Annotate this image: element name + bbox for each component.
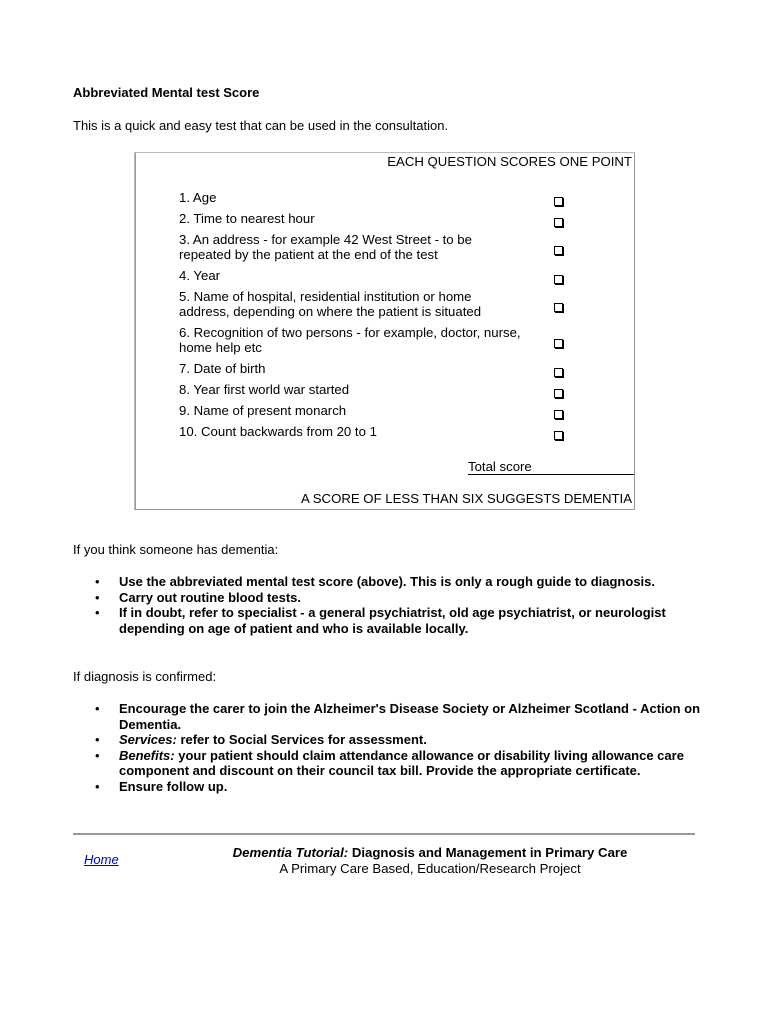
question-7-checkbox[interactable] <box>554 368 563 377</box>
page-title: Abbreviated Mental test Score <box>73 85 260 100</box>
question-8-checkbox[interactable] <box>554 389 563 398</box>
footer-subtitle: A Primary Care Based, Education/Research Project <box>279 860 581 876</box>
amts-test-box <box>134 152 635 510</box>
intro-text: This is a quick and easy test that can be used in the consultation. <box>73 118 449 133</box>
benefits-text: your patient should claim attendance allowance or disability living allowance care component and discount on their council tax bill. Provide the appropriate certificate. <box>119 747 684 778</box>
question-10-checkbox[interactable] <box>554 431 563 440</box>
question-2: 2. Time to nearest hour <box>179 211 315 226</box>
question-3-checkbox[interactable] <box>554 246 563 255</box>
question-9: 9. Name of present monarch <box>179 403 347 418</box>
question-1-checkbox[interactable] <box>554 197 563 206</box>
question-10: 10. Count backwards from 20 to 1 <box>179 424 377 439</box>
confirmed-list <box>73 701 703 794</box>
question-5: 5. Name of hospital, residential institution or home address, depending on where the patient is situated <box>179 289 482 319</box>
services-text: refer to Social Services for assessment. <box>176 732 427 747</box>
footer-title-italic: Dementia Tutorial: <box>232 845 349 860</box>
question-3: 3. An address - for example 42 West Street - to be repeated by the patient at the end of the test <box>179 232 472 262</box>
list-item: • Carry out routine blood tests. <box>73 590 703 606</box>
list-item: • Ensure follow up. <box>73 779 703 795</box>
list-item: • Use the abbreviated mental test score (above). This is only a rough guide to diagnosis. <box>73 574 703 590</box>
question-7: 7. Date of birth <box>179 361 266 376</box>
total-score-line <box>468 474 634 475</box>
footer-divider <box>73 833 695 835</box>
question-9-checkbox[interactable] <box>554 410 563 419</box>
total-score-label: Total score <box>468 459 532 474</box>
test-box-footer: A SCORE OF LESS THAN SIX SUGGESTS DEMENTIA <box>301 491 632 506</box>
question-2-checkbox[interactable] <box>554 218 563 227</box>
list-item: • Encourage the carer to join the Alzheimer's Disease Society or Alzheimer Scotland - Action on Dementia. <box>73 701 703 732</box>
test-box-header: EACH QUESTION SCORES ONE POINT <box>387 154 632 169</box>
question-4: 4. Year <box>179 268 221 283</box>
question-1: 1. Age <box>179 190 217 205</box>
question-6-checkbox[interactable] <box>554 339 563 348</box>
list-item <box>73 748 703 779</box>
question-4-checkbox[interactable] <box>554 275 563 284</box>
confirmed-intro: If diagnosis is confirmed: <box>73 669 217 684</box>
question-5-checkbox[interactable] <box>554 303 563 312</box>
list-item: • If in doubt, refer to specialist - a general psychiatrist, old age psychiatrist, or neurologist depending on age of patient and who is available locally. <box>73 605 703 636</box>
dementia-list <box>73 574 703 636</box>
question-6: 6. Recognition of two persons - for example, doctor, nurse, home help etc <box>179 325 521 355</box>
footer-title-rest: Diagnosis and Management in Primary Care <box>348 845 628 860</box>
benefits-label: Benefits: <box>119 747 175 763</box>
footer-credits <box>170 845 690 876</box>
list-item <box>73 732 703 748</box>
home-link[interactable]: Home <box>84 852 119 867</box>
question-8: 8. Year first world war started <box>179 382 350 397</box>
services-label: Services: <box>119 732 177 747</box>
footer-title <box>170 845 690 861</box>
dementia-intro: If you think someone has dementia: <box>73 542 279 557</box>
